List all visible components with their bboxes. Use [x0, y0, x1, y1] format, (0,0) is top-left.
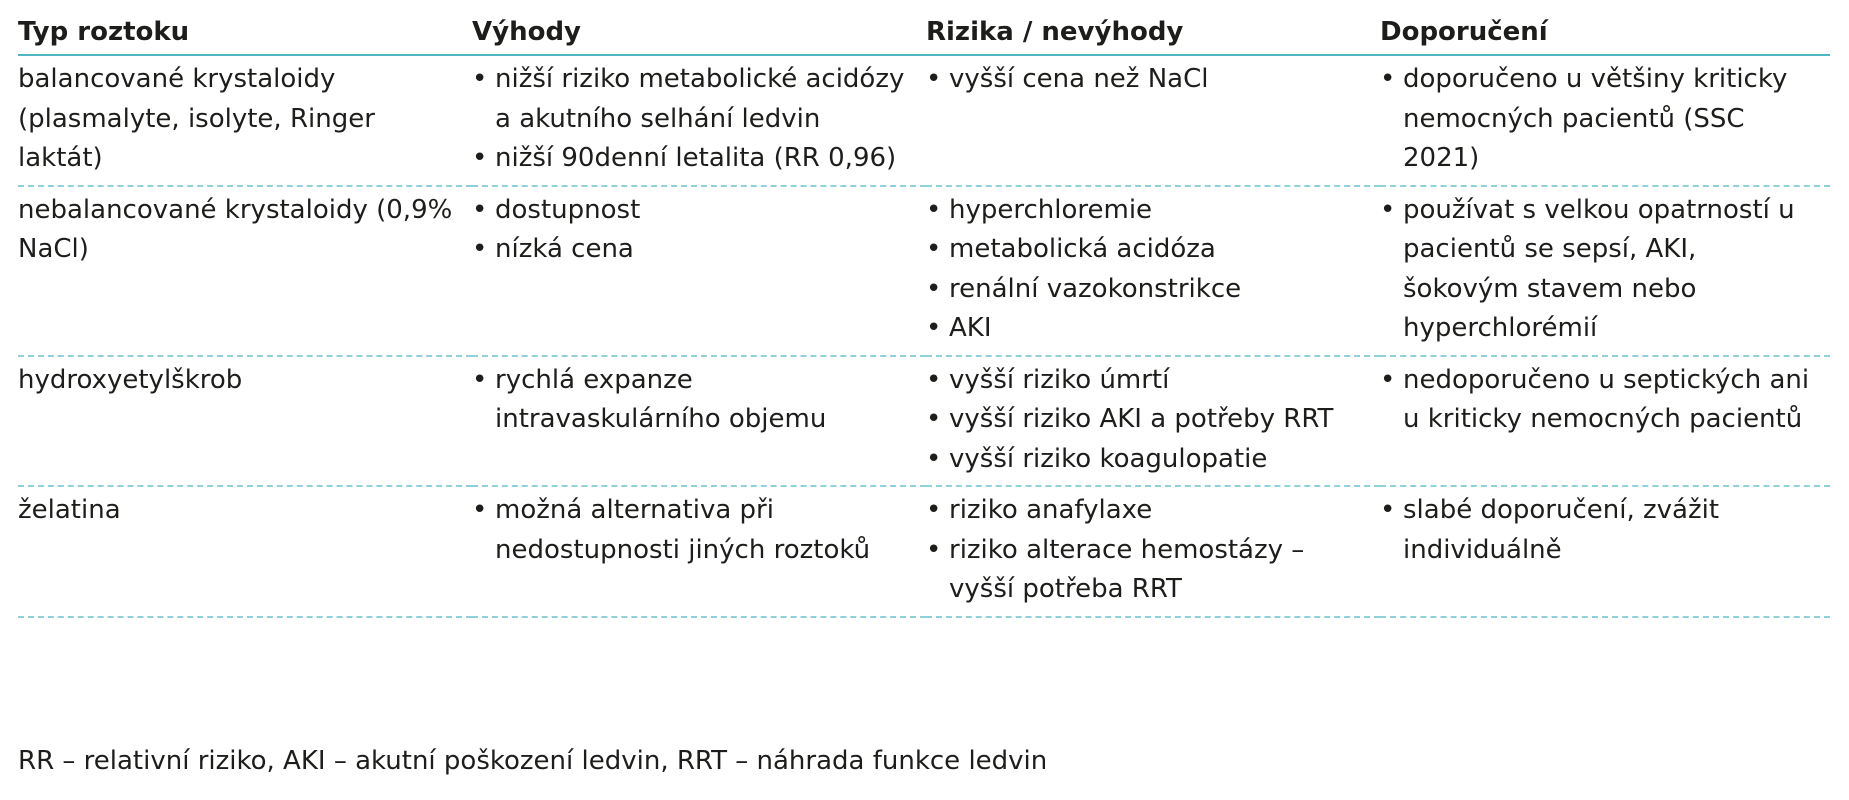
- bullet-text: vyšší riziko úmrtí: [949, 364, 1170, 395]
- cell-risks: [926, 356, 1380, 487]
- bullet-dot-icon: •: [472, 64, 488, 94]
- bullet-item: [926, 60, 1368, 100]
- bullet-list: [472, 491, 914, 570]
- bullet-item: [926, 309, 1368, 349]
- bullet-text: vyšší cena než NaCl: [949, 64, 1209, 94]
- bullet-list: [472, 60, 914, 179]
- bullet-item: [472, 139, 914, 179]
- bullet-dot-icon: •: [926, 495, 942, 525]
- bullet-dot-icon: •: [1380, 64, 1396, 94]
- cell-risks: [926, 55, 1380, 186]
- cell-solution-type: balancované krystaloidy (plasmalyte, isolyte, Ringer laktát): [18, 55, 472, 186]
- bullet-list: [1380, 60, 1818, 179]
- bullet-text: rychlá expanze intravaskulárního objemu: [495, 364, 827, 434]
- cell-advantages: [472, 55, 926, 186]
- bullet-text: nízká cena: [495, 234, 634, 264]
- bullet-list: [1380, 191, 1818, 349]
- bullet-dot-icon: •: [1380, 495, 1396, 525]
- bullet-item: [1380, 191, 1818, 349]
- bullet-dot-icon: •: [926, 194, 942, 225]
- bullet-item: [1380, 361, 1818, 440]
- table-row: [18, 55, 1830, 186]
- cell-recommendations: [1380, 486, 1830, 617]
- cell-solution-type: želatina: [18, 486, 472, 617]
- bullet-text: riziko alterace hemostázy – vyšší potřeba RRT: [949, 534, 1305, 604]
- bullet-dot-icon: •: [926, 364, 942, 395]
- header-recommendations: Doporučení: [1380, 14, 1830, 55]
- bullet-list: [472, 361, 914, 440]
- cell-risks: [926, 186, 1380, 356]
- bullet-dot-icon: •: [1380, 194, 1396, 225]
- bullet-dot-icon: •: [926, 234, 942, 264]
- bullet-item: [926, 270, 1368, 310]
- cell-risks: [926, 486, 1380, 617]
- bullet-item: [472, 230, 914, 270]
- bullet-text: slabé doporučení, zvážit individuálně: [1403, 495, 1720, 565]
- bullet-text: možná alternativa při nedostupnosti jiných roztoků: [495, 495, 871, 565]
- bullet-item: [1380, 491, 1818, 570]
- bullet-dot-icon: •: [472, 194, 488, 225]
- bullet-dot-icon: •: [926, 534, 942, 565]
- bullet-dot-icon: •: [472, 234, 488, 264]
- solutions-comparison-table: [18, 14, 1830, 618]
- bullet-text: metabolická acidóza: [949, 234, 1216, 264]
- bullet-dot-icon: •: [472, 143, 488, 173]
- bullet-text: vyšší riziko koagulopatie: [949, 443, 1268, 474]
- bullet-dot-icon: •: [926, 443, 942, 474]
- bullet-dot-icon: •: [472, 364, 488, 395]
- table-row: [18, 486, 1830, 617]
- bullet-item: [926, 531, 1368, 610]
- header-advantages: Výhody: [472, 14, 926, 55]
- solutions-table-container: [18, 14, 1830, 618]
- bullet-text: vyšší riziko AKI a potřeby RRT: [949, 404, 1334, 434]
- bullet-item: [926, 230, 1368, 270]
- bullet-item: [1380, 60, 1818, 179]
- header-risks: Rizika / nevýhody: [926, 14, 1380, 55]
- cell-advantages: [472, 486, 926, 617]
- bullet-text: nižší riziko metabolické acidózy a akutního selhání ledvin: [495, 64, 905, 134]
- bullet-item: [926, 361, 1368, 401]
- bullet-text: renální vazokonstrikce: [949, 273, 1242, 304]
- bullet-text: hyperchloremie: [949, 194, 1153, 225]
- table-body: [18, 55, 1830, 617]
- cell-recommendations: [1380, 55, 1830, 186]
- bullet-list: [926, 361, 1368, 480]
- cell-advantages: [472, 186, 926, 356]
- cell-advantages: [472, 356, 926, 487]
- bullet-dot-icon: •: [926, 273, 942, 304]
- bullet-text: nedoporučeno u septických ani u kriticky nemocných pacientů: [1403, 364, 1810, 434]
- bullet-item: [472, 491, 914, 570]
- bullet-list: [926, 491, 1368, 610]
- cell-solution-type: hydroxyetylškrob: [18, 356, 472, 487]
- bullet-text: riziko anafylaxe: [949, 495, 1153, 525]
- bullet-item: [472, 361, 914, 440]
- table-header: [18, 14, 1830, 55]
- cell-recommendations: [1380, 356, 1830, 487]
- bullet-dot-icon: •: [472, 495, 488, 525]
- table-row: [18, 186, 1830, 356]
- table-row: [18, 356, 1830, 487]
- cell-recommendations: [1380, 186, 1830, 356]
- bullet-dot-icon: •: [1380, 364, 1396, 395]
- bullet-item: [472, 191, 914, 231]
- cell-solution-type: nebalancované krystaloidy (0,9% NaCl): [18, 186, 472, 356]
- bullet-item: [926, 440, 1368, 480]
- bullet-dot-icon: •: [926, 64, 942, 94]
- header-row: [18, 14, 1830, 55]
- bullet-list: [926, 191, 1368, 349]
- bullet-item: [926, 191, 1368, 231]
- bullet-item: [472, 60, 914, 139]
- bullet-list: [926, 60, 1368, 100]
- bullet-dot-icon: •: [926, 313, 942, 343]
- bullet-dot-icon: •: [926, 404, 942, 434]
- bullet-text: používat s velkou opatrností u pacientů se sepsí, AKI, šokovým stavem nebo hyperchlorémií: [1403, 194, 1795, 343]
- bullet-text: dostupnost: [495, 194, 641, 225]
- header-type: Typ roztoku: [18, 14, 472, 55]
- bullet-item: [926, 491, 1368, 531]
- bullet-text: doporučeno u většiny kriticky nemocných pacientů (SSC 2021): [1403, 64, 1788, 173]
- table-footnote: RR – relativní riziko, AKI – akutní poškození ledvin, RRT – náhrada funkce ledvin: [18, 746, 1048, 776]
- bullet-item: [926, 400, 1368, 440]
- bullet-text: nižší 90denní letalita (RR 0,96): [495, 143, 897, 173]
- bullet-list: [472, 191, 914, 270]
- bullet-list: [1380, 491, 1818, 570]
- bullet-text: AKI: [949, 313, 992, 343]
- bullet-list: [1380, 361, 1818, 440]
